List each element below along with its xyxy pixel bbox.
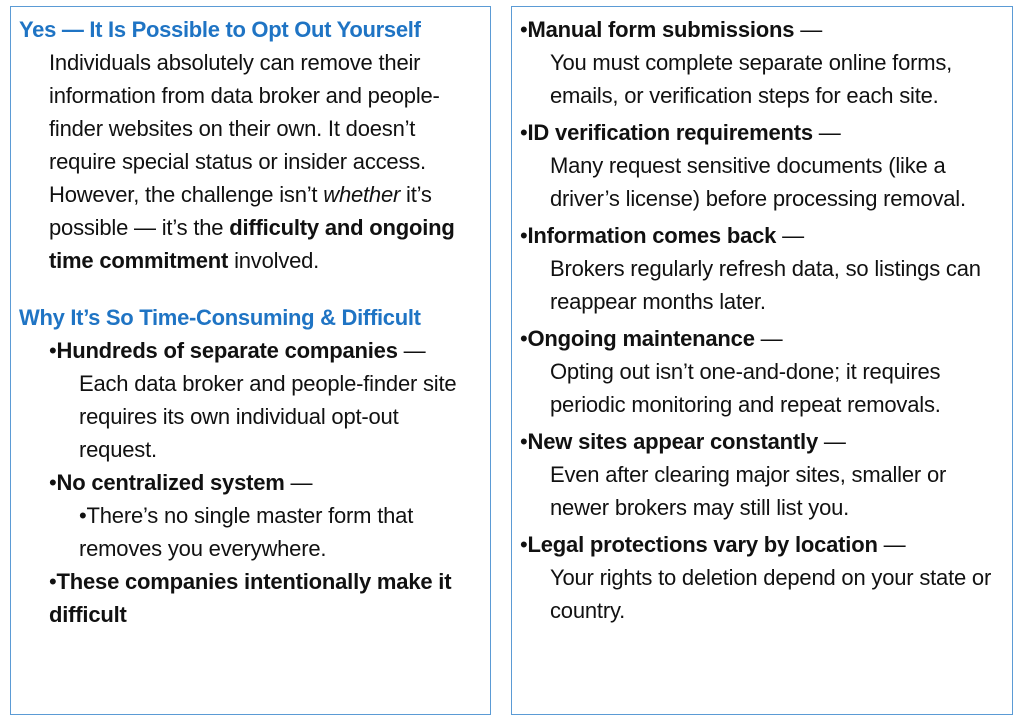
list-item-title: These companies intentionally make it difficult	[49, 569, 452, 627]
list-item-desc: Brokers regularly refresh data, so listings can reappear months later.	[550, 256, 981, 314]
bullet: •	[49, 338, 57, 363]
dash: —	[397, 338, 426, 363]
intro-paragraph: Individuals absolutely can remove their information from data broker and people-finder websites on their own. It doesn’t require special status or insider access.	[49, 50, 440, 174]
left-panel	[10, 6, 491, 715]
challenge-italic: whether	[323, 182, 401, 207]
challenge-paragraph	[19, 178, 482, 277]
list-item-head	[520, 528, 1004, 561]
list-item-head	[520, 425, 1004, 458]
list-item-head	[49, 466, 482, 499]
list-item	[520, 425, 1004, 524]
section-spacer	[19, 277, 482, 301]
list-item-title: Legal protections vary by location	[527, 532, 878, 557]
list-item-desc: You must complete separate online forms, emails, or verification steps for each site.	[550, 50, 953, 108]
list-item	[520, 219, 1004, 318]
list-item-desc: Many request sensitive documents (like a driver’s license) before processing removal.	[550, 153, 966, 211]
challenge-prefix: However, the challenge isn’t	[49, 182, 324, 207]
list-item	[19, 334, 482, 466]
bullet: •	[520, 532, 528, 557]
bullet: •	[49, 470, 57, 495]
sub-item-text: There’s no single master form that removes you everywhere.	[79, 503, 414, 561]
dash: —	[818, 429, 846, 454]
list-item-title: Manual form submissions	[527, 17, 795, 42]
list-item-head	[520, 116, 1004, 149]
list-item-head	[49, 334, 482, 367]
dash: —	[754, 326, 783, 351]
list-item	[520, 13, 1004, 112]
list-item	[19, 565, 482, 631]
dash: —	[776, 223, 804, 248]
list-item	[520, 116, 1004, 215]
list-item-desc: Even after clearing major sites, smaller or newer brokers may still list you.	[550, 462, 947, 520]
list-item-desc	[49, 499, 482, 565]
dash: —	[877, 532, 906, 557]
list-item-title: Hundreds of separate companies	[56, 338, 398, 363]
list-item-desc: Each data broker and people-finder site requires its own individual opt-out request.	[79, 371, 457, 462]
dash: —	[812, 120, 841, 145]
bullet: •	[520, 120, 528, 145]
list-item-head	[520, 322, 1004, 355]
challenge-mid: it’s possible — it’s the	[49, 182, 432, 240]
list-item	[520, 322, 1004, 421]
list-item-title: ID verification requirements	[527, 120, 813, 145]
list-item-desc: Your rights to deletion depend on your state or country.	[550, 565, 992, 623]
right-panel	[511, 6, 1013, 715]
list-item-desc: Opting out isn’t one-and-done; it requires periodic monitoring and repeat removals.	[550, 359, 941, 417]
dash: —	[284, 470, 313, 495]
list-item	[19, 466, 482, 565]
dash: —	[794, 17, 823, 42]
opt-out-heading: Yes — It Is Possible to Opt Out Yourself	[19, 17, 421, 42]
list-item-title: Information comes back	[527, 223, 777, 248]
bullet: •	[520, 429, 528, 454]
challenge-suffix: involved.	[228, 248, 320, 273]
bullet: •	[520, 17, 528, 42]
sub-bullet: •	[79, 503, 87, 528]
challenge-bold: difficulty and ongoing time commitment	[49, 215, 455, 273]
bullet: •	[520, 326, 528, 351]
list-item	[520, 528, 1004, 627]
bullet: •	[520, 223, 528, 248]
list-item-head	[49, 565, 482, 631]
list-item-title: Ongoing maintenance	[527, 326, 755, 351]
list-item-title: New sites appear constantly	[527, 429, 818, 454]
bullet: •	[49, 569, 57, 594]
list-item-head	[520, 219, 1004, 252]
difficulty-heading: Why It’s So Time-Consuming & Difficult	[19, 305, 421, 330]
list-item-title: No centralized system	[56, 470, 285, 495]
list-item-head	[520, 13, 1004, 46]
